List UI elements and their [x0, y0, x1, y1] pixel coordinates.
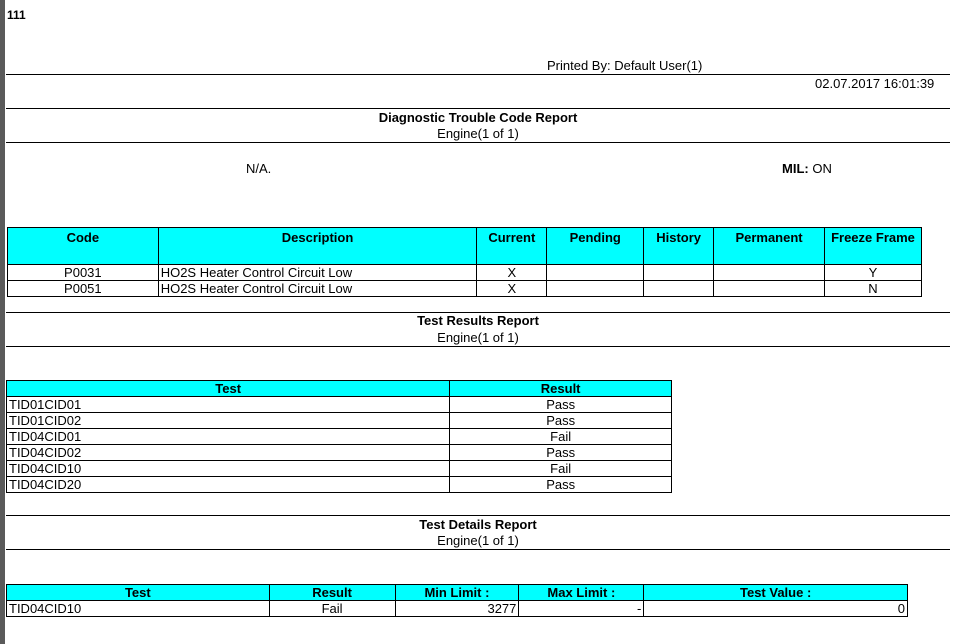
divider — [6, 142, 950, 143]
column-header-description: Description — [158, 228, 477, 265]
test-results-header — [7, 381, 672, 397]
dtc-table — [7, 227, 922, 297]
dtc-pending — [547, 265, 644, 281]
dtc-description: HO2S Heater Control Circuit Low — [158, 265, 477, 281]
column-header-test-value: Test Value : — [644, 585, 908, 601]
test-id: TID04CID02 — [7, 445, 450, 461]
printed-by: Printed By: Default User(1) — [547, 58, 703, 73]
table-row — [7, 413, 672, 429]
report-datetime: 02.07.2017 16:01:39 — [815, 76, 935, 91]
test-id: TID04CID01 — [7, 429, 450, 445]
divider — [6, 108, 950, 109]
table-row — [8, 281, 922, 297]
column-header-max-limit: Max Limit : — [519, 585, 644, 601]
table-row — [7, 445, 672, 461]
mil-label: MIL: — [782, 161, 809, 176]
column-header-test: Test — [7, 585, 270, 601]
dtc-history — [644, 281, 714, 297]
dtc-report-title: Diagnostic Trouble Code Report — [378, 110, 578, 125]
dtc-status-text: N/A. — [246, 161, 272, 176]
test-id: TID04CID20 — [7, 477, 450, 493]
table-row — [7, 477, 672, 493]
test-details-subtitle: Engine(1 of 1) — [437, 533, 519, 548]
divider — [6, 346, 950, 347]
divider — [6, 515, 950, 516]
test-id: TID04CID10 — [7, 461, 450, 477]
dtc-permanent — [714, 281, 825, 297]
column-header-result: Result — [450, 381, 672, 397]
dtc-history — [644, 265, 714, 281]
dtc-code: P0051 — [8, 281, 159, 297]
detail-test-id: TID04CID10 — [7, 601, 270, 617]
mil-value: ON — [812, 161, 832, 176]
detail-result: Fail — [269, 601, 395, 617]
dtc-current: X — [477, 265, 547, 281]
test-id: TID01CID01 — [7, 397, 450, 413]
column-header-freeze-frame: Freeze Frame — [824, 228, 921, 265]
test-result: Fail — [450, 429, 672, 445]
test-id: TID01CID02 — [7, 413, 450, 429]
test-result: Pass — [450, 445, 672, 461]
dtc-freeze-frame: Y — [824, 265, 921, 281]
table-row — [7, 429, 672, 445]
dtc-report-subtitle: Engine(1 of 1) — [437, 126, 519, 141]
table-row — [7, 601, 908, 617]
test-results-subtitle: Engine(1 of 1) — [437, 330, 519, 345]
detail-min-limit: 3277 — [395, 601, 519, 617]
column-header-code: Code — [8, 228, 159, 265]
column-header-history: History — [644, 228, 714, 265]
test-result: Pass — [450, 477, 672, 493]
table-row — [8, 265, 922, 281]
column-header-test: Test — [7, 381, 450, 397]
detail-test-value: 0 — [644, 601, 908, 617]
dtc-description: HO2S Heater Control Circuit Low — [158, 281, 477, 297]
dtc-code: P0031 — [8, 265, 159, 281]
detail-max-limit: - — [519, 601, 644, 617]
column-header-pending: Pending — [547, 228, 644, 265]
test-details-table — [6, 584, 908, 617]
dtc-freeze-frame: N — [824, 281, 921, 297]
dtc-pending — [547, 281, 644, 297]
dtc-current: X — [477, 281, 547, 297]
dtc-table-header — [8, 228, 922, 265]
test-result: Pass — [450, 413, 672, 429]
left-edge-bar — [0, 0, 5, 644]
column-header-result: Result — [269, 585, 395, 601]
divider — [6, 549, 950, 550]
test-details-header — [7, 585, 908, 601]
test-result: Fail — [450, 461, 672, 477]
table-row — [7, 397, 672, 413]
table-row — [7, 461, 672, 477]
mil-indicator — [782, 161, 832, 176]
column-header-current: Current — [477, 228, 547, 265]
page-id: 111 — [7, 8, 26, 22]
test-result: Pass — [450, 397, 672, 413]
test-results-title: Test Results Report — [417, 313, 539, 328]
divider — [6, 74, 950, 75]
column-header-permanent: Permanent — [714, 228, 825, 265]
test-details-title: Test Details Report — [419, 517, 537, 532]
column-header-min-limit: Min Limit : — [395, 585, 519, 601]
dtc-permanent — [714, 265, 825, 281]
test-results-table — [6, 380, 672, 493]
